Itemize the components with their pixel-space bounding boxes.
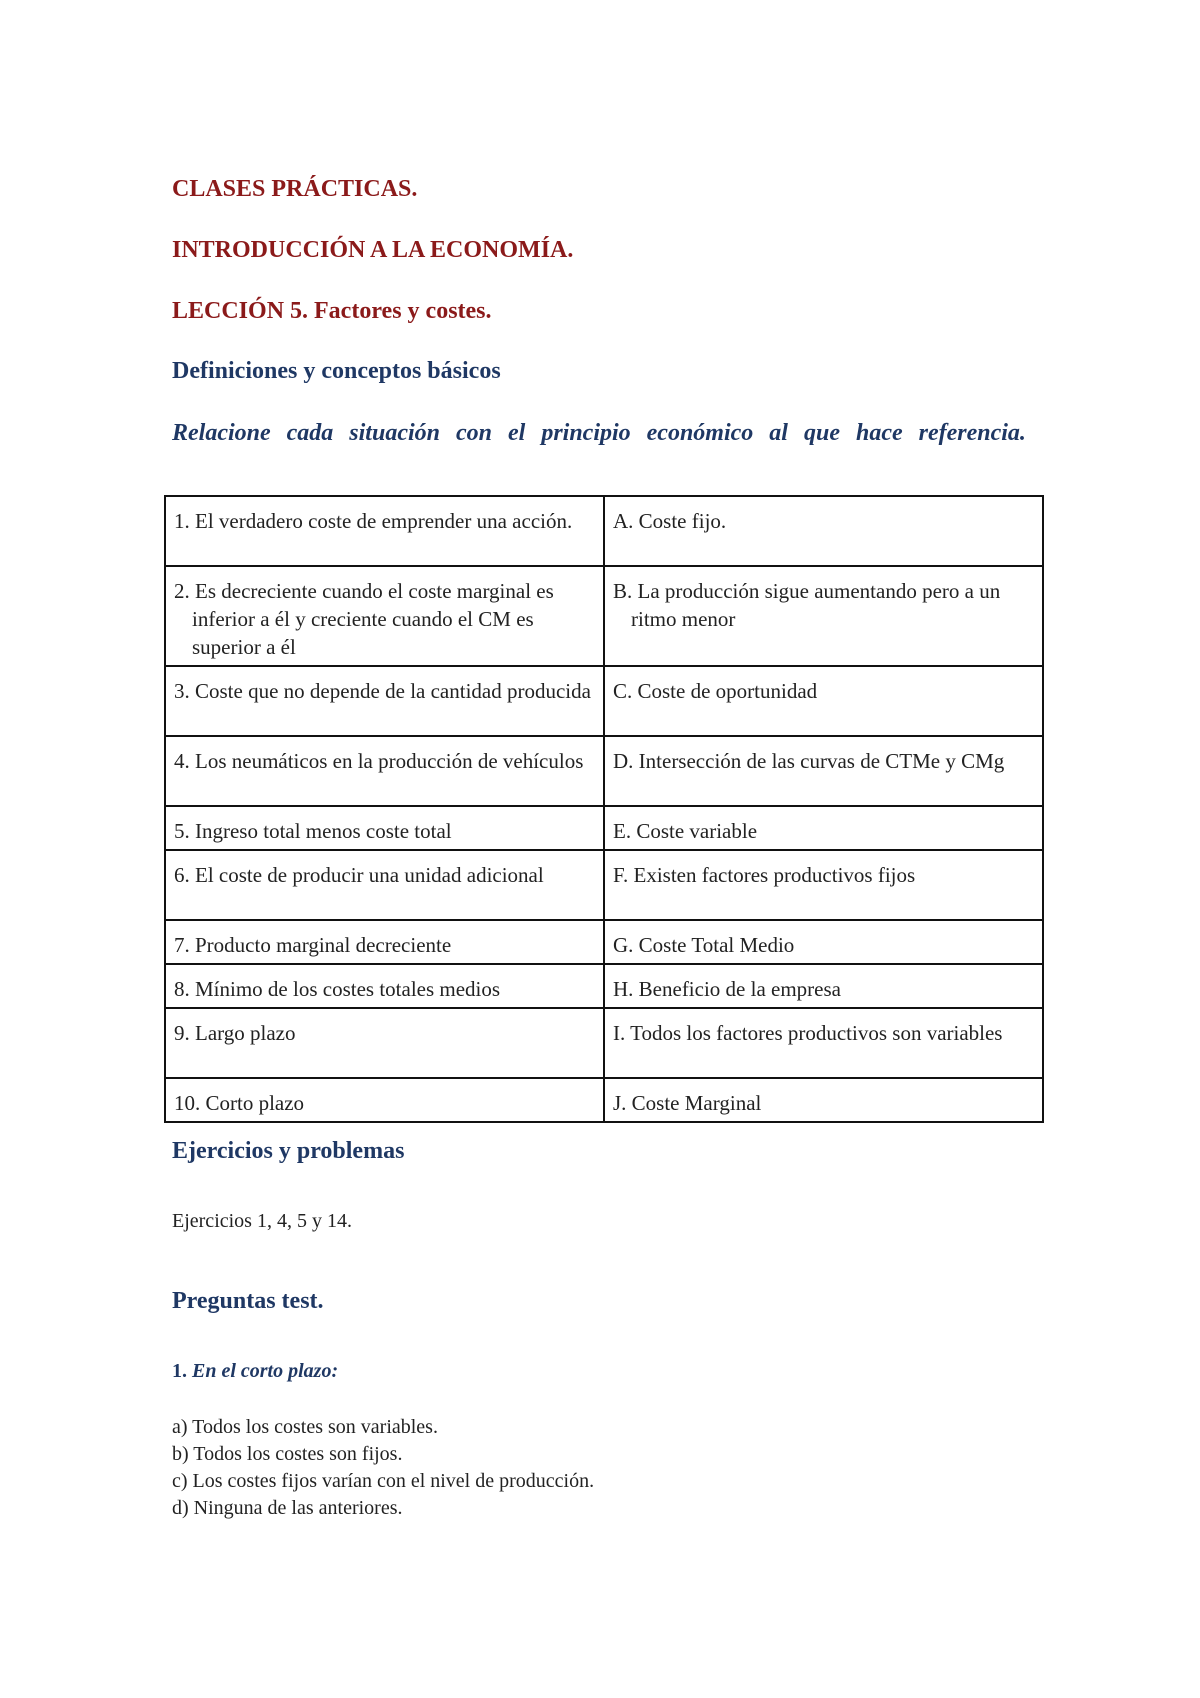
situation-text: 3. Coste que no depende de la cantidad producida <box>174 679 591 703</box>
situation-text: 8. Mínimo de los costes totales medios <box>174 977 501 1001</box>
definitions-instruction: Relacione cada situación con el principio económico al que hace referencia. <box>172 420 1026 446</box>
situation-cell <box>165 920 604 964</box>
principle-cell <box>604 566 1043 666</box>
principle-text: G. Coste Total Medio <box>613 933 795 957</box>
principle-text: C. Coste de oportunidad <box>613 679 818 703</box>
principle-cell <box>604 850 1043 920</box>
principle-cell <box>604 806 1043 850</box>
exercises-text: Ejercicios 1, 4, 5 y 14. <box>172 1210 352 1232</box>
answer-option: a) Todos los costes son variables. <box>172 1416 438 1438</box>
table-row <box>165 806 1043 850</box>
situation-cell <box>165 1078 604 1122</box>
situation-cell <box>165 806 604 850</box>
table-row <box>165 1008 1043 1078</box>
table-row <box>165 736 1043 806</box>
situation-text: 1. El verdadero coste de emprender una acción. <box>174 509 573 533</box>
situation-cell <box>165 736 604 806</box>
situation-cell <box>165 964 604 1008</box>
situation-cell <box>165 496 604 566</box>
table-row <box>165 964 1043 1008</box>
question-text: En el corto plazo: <box>192 1360 339 1382</box>
table-row <box>165 920 1043 964</box>
situation-cell <box>165 1008 604 1078</box>
situation-text: 10. Corto plazo <box>174 1091 305 1115</box>
principle-cell <box>604 1008 1043 1078</box>
table-row <box>165 1078 1043 1122</box>
answer-options <box>172 1414 594 1522</box>
principle-text: B. La producción sigue aumentando pero a un ritmo menor <box>613 579 1001 631</box>
table-row <box>165 496 1043 566</box>
principle-text: J. Coste Marginal <box>613 1091 762 1115</box>
principle-cell <box>604 964 1043 1008</box>
exercises-heading: Ejercicios y problemas <box>172 1138 405 1164</box>
principle-text: F. Existen factores productivos fijos <box>613 863 916 887</box>
question-number: 1. <box>172 1360 187 1382</box>
subject-title: INTRODUCCIÓN A LA ECONOMÍA. <box>172 237 574 263</box>
situation-text: 6. El coste de producir una unidad adicional <box>174 863 544 887</box>
test-heading: Preguntas test. <box>172 1288 324 1314</box>
principle-cell <box>604 920 1043 964</box>
answer-option: d) Ninguna de las anteriores. <box>172 1497 403 1519</box>
situation-cell <box>165 566 604 666</box>
answer-option: b) Todos los costes son fijos. <box>172 1443 403 1465</box>
situation-text: 2. Es decreciente cuando el coste marginal es inferior a él y creciente cuando el CM es superior a él <box>174 579 554 659</box>
principle-text: H. Beneficio de la empresa <box>613 977 841 1001</box>
situation-text: 5. Ingreso total menos coste total <box>174 819 452 843</box>
table-row <box>165 666 1043 736</box>
definitions-heading: Definiciones y conceptos básicos <box>172 358 501 384</box>
matching-table <box>164 495 1044 1123</box>
principle-text: E. Coste variable <box>613 819 758 843</box>
principle-cell <box>604 666 1043 736</box>
lesson-title: LECCIÓN 5. Factores y costes. <box>172 298 492 324</box>
table-row <box>165 566 1043 666</box>
principle-cell <box>604 736 1043 806</box>
situation-cell <box>165 850 604 920</box>
principle-text: A. Coste fijo. <box>613 509 727 533</box>
principle-text: I. Todos los factores productivos son variables <box>613 1021 1003 1045</box>
situation-text: 9. Largo plazo <box>174 1021 296 1045</box>
principle-text: D. Intersección de las curvas de CTMe y CMg <box>613 749 1005 773</box>
answer-option: c) Los costes fijos varían con el nivel de producción. <box>172 1470 595 1492</box>
principle-cell <box>604 496 1043 566</box>
course-title: CLASES PRÁCTICAS. <box>172 176 418 202</box>
test-question <box>172 1360 338 1383</box>
situation-text: 7. Producto marginal decreciente <box>174 933 452 957</box>
situation-cell <box>165 666 604 736</box>
table-row <box>165 850 1043 920</box>
situation-text: 4. Los neumáticos en la producción de vehículos <box>174 749 584 773</box>
principle-cell <box>604 1078 1043 1122</box>
